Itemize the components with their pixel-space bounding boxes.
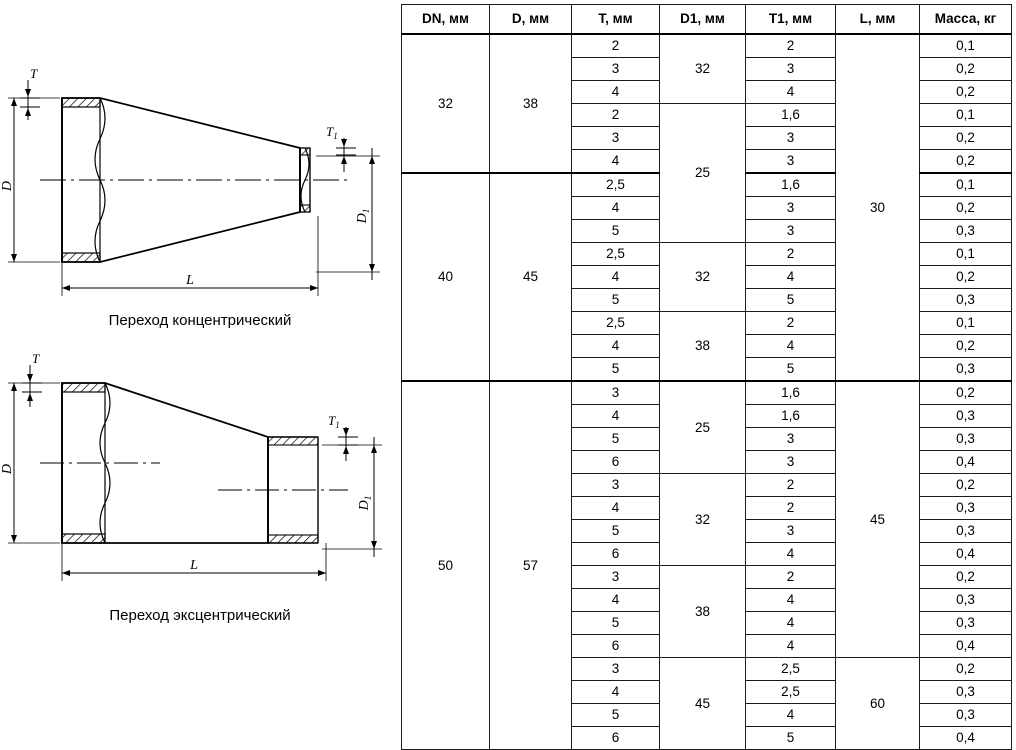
cell-t1: 5 (746, 358, 836, 382)
cell-mass: 0,2 (920, 150, 1012, 174)
cell-t1: 1,6 (746, 104, 836, 127)
cell-t1: 5 (746, 727, 836, 750)
cell-mass: 0,3 (920, 428, 1012, 451)
cell-t1: 3 (746, 428, 836, 451)
cell-t: 5 (572, 612, 660, 635)
cell-mass: 0,2 (920, 81, 1012, 104)
cell-mass: 0,4 (920, 635, 1012, 658)
cell-t1: 4 (746, 266, 836, 289)
cell-t1: 3 (746, 58, 836, 81)
cell-d1: 32 (660, 34, 746, 104)
cell-t: 4 (572, 335, 660, 358)
cell-mass: 0,2 (920, 197, 1012, 220)
cell-mass: 0,3 (920, 405, 1012, 428)
cell-t: 4 (572, 497, 660, 520)
column-header-t1: T1, мм (746, 5, 836, 35)
cell-t: 4 (572, 681, 660, 704)
cell-t1: 2 (746, 566, 836, 589)
cell-mass: 0,3 (920, 681, 1012, 704)
cell-t: 2 (572, 104, 660, 127)
column-header-mass: Масса, кг (920, 5, 1012, 35)
cell-t: 5 (572, 220, 660, 243)
cell-dn: 32 (402, 34, 490, 173)
cell-d1: 45 (660, 658, 746, 750)
column-header-l: L, мм (836, 5, 920, 35)
cell-mass: 0,1 (920, 173, 1012, 197)
cell-t1: 4 (746, 335, 836, 358)
table-row (402, 381, 1012, 405)
cell-t: 5 (572, 289, 660, 312)
cell-l: 60 (836, 658, 920, 750)
cell-mass: 0,3 (920, 289, 1012, 312)
cell-mass: 0,4 (920, 727, 1012, 750)
cell-mass: 0,2 (920, 474, 1012, 497)
cell-t1: 4 (746, 589, 836, 612)
cell-t1: 3 (746, 150, 836, 174)
cell-mass: 0,2 (920, 381, 1012, 405)
label-T: T (30, 66, 38, 81)
cell-t1: 5 (746, 289, 836, 312)
table-row (402, 34, 1012, 58)
cell-t: 3 (572, 474, 660, 497)
cell-t: 4 (572, 589, 660, 612)
cell-t: 2,5 (572, 312, 660, 335)
cell-t1: 2 (746, 312, 836, 335)
cell-t: 3 (572, 127, 660, 150)
cell-mass: 0,3 (920, 520, 1012, 543)
table-header (402, 5, 1012, 35)
cell-t: 2 (572, 34, 660, 58)
cell-d: 45 (490, 173, 572, 381)
cell-mass: 0,3 (920, 497, 1012, 520)
cell-d1: 25 (660, 104, 746, 243)
cell-t1: 3 (746, 127, 836, 150)
cell-t: 5 (572, 358, 660, 382)
cell-t: 3 (572, 58, 660, 81)
cell-mass: 0,2 (920, 58, 1012, 81)
figure-eccentric-reducer (0, 345, 400, 630)
cell-mass: 0,4 (920, 451, 1012, 474)
cell-t: 5 (572, 704, 660, 727)
cell-t: 5 (572, 520, 660, 543)
cell-t: 2,5 (572, 243, 660, 266)
cell-mass: 0,3 (920, 220, 1012, 243)
cell-l: 45 (836, 381, 920, 658)
cell-t1: 4 (746, 543, 836, 566)
label-D1: $D_1$ (355, 208, 371, 224)
cell-t1: 3 (746, 520, 836, 543)
cell-mass: 0,1 (920, 104, 1012, 127)
cell-d1: 25 (660, 381, 746, 474)
cell-mass: 0,2 (920, 266, 1012, 289)
table-body (402, 34, 1012, 750)
cell-dn: 40 (402, 173, 490, 381)
cell-d: 38 (490, 34, 572, 173)
specification-table (401, 4, 1012, 750)
cell-t: 2,5 (572, 173, 660, 197)
cell-t: 3 (572, 381, 660, 405)
cell-d1: 32 (660, 474, 746, 566)
cell-d1: 38 (660, 566, 746, 658)
cell-t: 4 (572, 266, 660, 289)
column-header-d: D, мм (490, 5, 572, 35)
cell-mass: 0,3 (920, 358, 1012, 382)
cell-t: 6 (572, 635, 660, 658)
cell-d1: 38 (660, 312, 746, 382)
cell-t1: 4 (746, 704, 836, 727)
column-header-dn: DN, мм (402, 5, 490, 35)
cell-t1: 1,6 (746, 173, 836, 197)
cell-t1: 2,5 (746, 681, 836, 704)
cell-t1: 4 (746, 635, 836, 658)
cell-l: 30 (836, 34, 920, 381)
drawings-panel (0, 0, 400, 703)
label-T1: $T_1$ (326, 124, 338, 141)
cell-dn: 50 (402, 381, 490, 750)
label-D1: $D_1$ (357, 495, 373, 511)
cell-d1: 32 (660, 243, 746, 312)
figure-concentric-caption: Переход концентрический (108, 312, 292, 329)
cell-t: 4 (572, 150, 660, 174)
column-header-d1: D1, мм (660, 5, 746, 35)
label-L: L (186, 273, 194, 288)
cell-t: 5 (572, 428, 660, 451)
cell-mass: 0,3 (920, 589, 1012, 612)
cell-mass: 0,4 (920, 543, 1012, 566)
label-D: D (0, 180, 15, 192)
cell-t: 4 (572, 81, 660, 104)
cell-t1: 2 (746, 34, 836, 58)
cell-t1: 3 (746, 220, 836, 243)
cell-t1: 2,5 (746, 658, 836, 681)
cell-t1: 1,6 (746, 381, 836, 405)
cell-mass: 0,1 (920, 243, 1012, 266)
column-header-t: T, мм (572, 5, 660, 35)
cell-t1: 2 (746, 474, 836, 497)
cell-t: 6 (572, 451, 660, 474)
cell-mass: 0,2 (920, 335, 1012, 358)
cell-d: 57 (490, 381, 572, 750)
specification-table-wrapper (401, 4, 1011, 750)
cell-t1: 2 (746, 497, 836, 520)
cell-mass: 0,2 (920, 566, 1012, 589)
label-T1: $T_1$ (328, 413, 340, 430)
cell-t1: 4 (746, 612, 836, 635)
figure-concentric-reducer (0, 40, 400, 320)
cell-t1: 2 (746, 243, 836, 266)
label-T: T (32, 351, 40, 366)
cell-mass: 0,2 (920, 127, 1012, 150)
label-L: L (190, 558, 198, 573)
cell-t1: 3 (746, 197, 836, 220)
cell-mass: 0,1 (920, 312, 1012, 335)
cell-mass: 0,3 (920, 704, 1012, 727)
cell-t: 3 (572, 658, 660, 681)
label-D: D (0, 463, 15, 475)
cell-mass: 0,2 (920, 658, 1012, 681)
cell-t1: 3 (746, 451, 836, 474)
cell-t: 4 (572, 197, 660, 220)
concentric-reducer-drawing (0, 40, 400, 320)
cell-mass: 0,3 (920, 612, 1012, 635)
eccentric-reducer-drawing (0, 345, 400, 630)
cell-t: 3 (572, 566, 660, 589)
table-header-row (402, 5, 1012, 35)
cell-t1: 1,6 (746, 405, 836, 428)
cell-mass: 0,1 (920, 34, 1012, 58)
cell-t: 6 (572, 543, 660, 566)
cell-t1: 4 (746, 81, 836, 104)
cell-t: 4 (572, 405, 660, 428)
cell-t: 6 (572, 727, 660, 750)
figure-eccentric-caption: Переход эксцентрический (109, 607, 291, 624)
